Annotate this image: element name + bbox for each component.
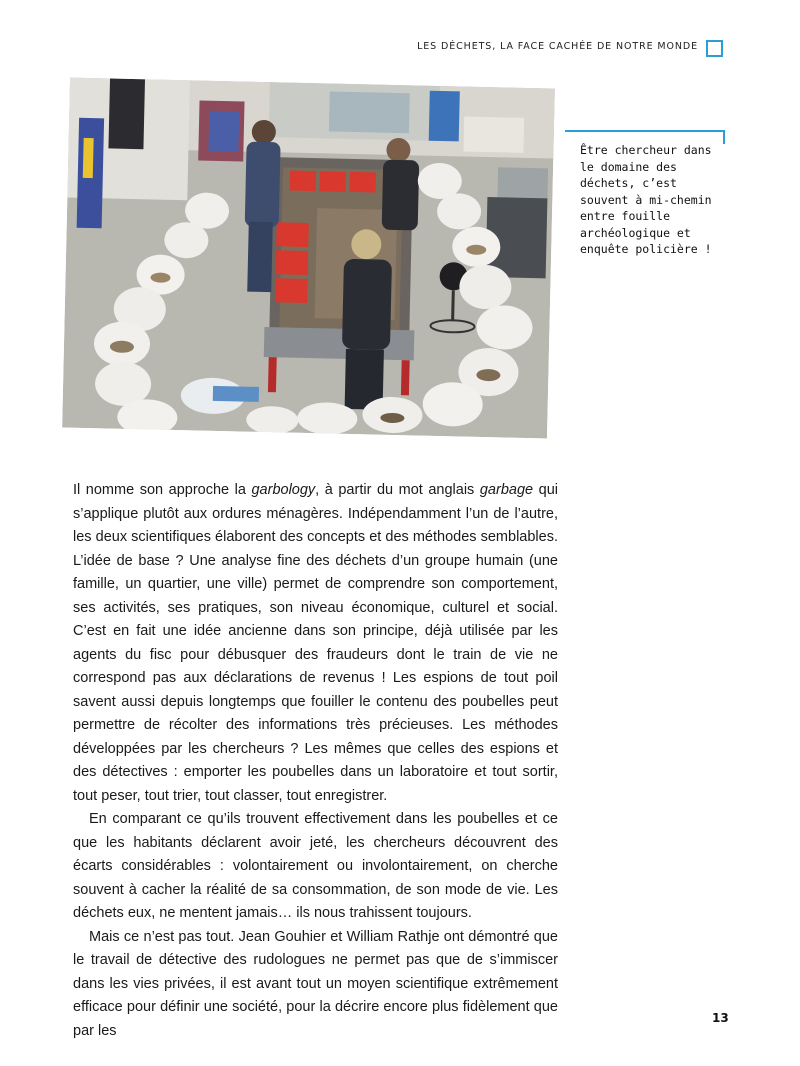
header-square-ornament [706,40,723,57]
paragraph-1 [73,479,558,808]
paragraph-3: Mais ce n’est pas tout. Jean Gouhier et William Rathje ont démontré que le travail de détective des rudologues ne permet pas que de s’immiscer dans les vies privées, il est avant tout un moyen scientifique extrêmement efficace pour définir une société, pour la décrire encore plus fidèlement que par les [73,928,558,1039]
photo-waste-sorting-lab [62,78,555,439]
running-header: LES DÉCHETS, LA FACE CACHÉE DE NOTRE MONDE [417,41,698,52]
term-garbology: garbology [251,482,316,498]
body-text [73,479,558,1043]
term-garbage: garbage [479,482,534,498]
paragraph-1-text-a: Il nomme son approche la [73,482,252,498]
paragraph-2: En comparant ce qu’ils trouvent effectivement dans les poubelles et ce que les habitants déclarent avoir jeté, les chercheurs découvrent des écarts considérables : volontairement ou involontairement, on cherche souvent à cacher la réalité de sa consommation, de son mode de vie. Les déchets eux, ne mentent jamais… ils nous trahissent toujours. [73,811,558,921]
sidenote-caption: Être chercheur dans le domaine des déchets, c’est souvent à mi-chemin entre fouille archéologique et enquête policière ! [580,143,712,256]
paragraph-1-text-c: qui s’applique plutôt aux ordures ménagères. Indépendamment l’un de l’autre, les deux scientifiques élaborent des concepts et des méthodes semblables. L’idée de base ? Une analyse fine des déchets d’un groupe humain (une famille, un quartier, une ville) permet de comprendre son comportement, ses activités, ses pratiques, son niveau économique, culturel et social. C’est en fait une idée ancienne dans son principe, déjà utilisée par les agents du fisc pour débusquer des fraudeurs dont le train de vie ne correspond pas aux déclarations de revenus ! Les espions de tout poil savent aussi depuis longtemps que fouiller le contenu des poubelles peut permettre de récolter des informations très précieuses. Les méthodes développées par les chercheurs ? Les mêmes que celles des espions et des détectives : emporter les poubelles dans un laboratoire et tout sortir, tout peser, tout trier, tout classer, tout enregistrer. [73,482,558,804]
paragraph-1-text-b: , à partir du mot anglais [315,482,480,498]
page-number: 13 [712,1011,729,1025]
